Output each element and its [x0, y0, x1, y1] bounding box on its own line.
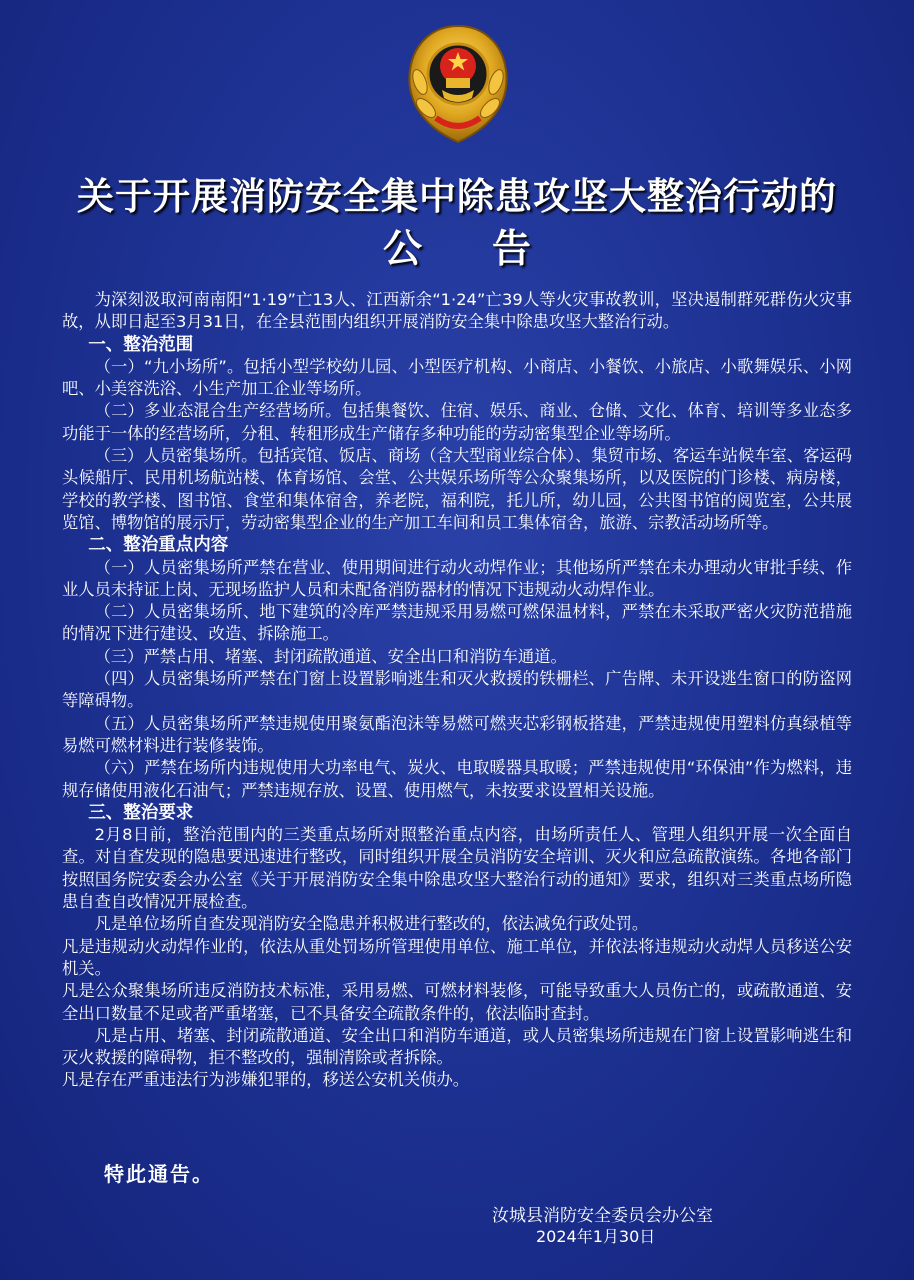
requirement-paragraph: 凡是存在严重违法行为涉嫌犯罪的，移送公安机关侦办。: [62, 1070, 470, 1090]
issuing-organization: 汝城县消防安全委员会办公室: [492, 1206, 713, 1226]
requirement-paragraph: 凡是公众聚集场所违反消防技术标准，采用易燃、可燃材料装修，可能导致重大人员伤亡的，或疏散通道、安全出口数量不足或者严重堵塞，已不具备安全疏散条件的，依法临时查封。: [62, 981, 852, 1023]
requirement-paragraph: 2月8日前，整治范围内的三类重点场所对照整治重点内容，由场所责任人、管理人组织开展一次全面自查。对自查发现的隐患要迅速进行整改，同时组织开展全员消防安全培训、灭火和应急疏散演练。各地各部门按照国务院安委会办公室《关于开展消防安全集中除患攻坚大整治行动的通知》要求，组织对三类重点场所隐患自查自改情况开展检查。: [62, 825, 852, 912]
issue-date: 2024年1月30日: [536, 1227, 656, 1246]
fire-rescue-emblem: [402, 22, 514, 146]
list-item: （三）严禁占用、堵塞、封闭疏散通道、安全出口和消防车通道。: [94, 646, 567, 666]
section-heading: 三、整治要求: [88, 802, 194, 823]
list-item: （一）“九小场所”。包括小型学校幼儿园、小型医疗机构、小商店、小餐饮、小旅店、小歌舞娱乐、小网吧、小美容洗浴、小生产加工企业等场所。: [62, 356, 852, 399]
list-item: （二）多业态混合生产经营场所。包括集餐饮、住宿、娱乐、商业、仓储、文化、体育、培训等多业态多功能于一体的经营场所，分租、转租形成生产储存多种功能的劳动密集型企业等场所。: [62, 401, 852, 443]
notice-title-line2: 公告: [382, 226, 601, 272]
notice-title-line1: 关于开展消防安全集中除患攻坚大整治行动的: [77, 174, 837, 218]
list-item: （三）人员密集场所。包括宾馆、饭店、商场（含大型商业综合体）、集贸市场、客运车站候车室、客运码头候船厅、民用机场航站楼、体育场馆、会堂、公共娱乐场所等公众聚集场所，以及医院的门诊楼、病房楼，学校的教学楼、图书馆、食堂和集体宿舍，养老院，福利院，托儿所，幼儿园，公共图书馆的阅览室，公共展览馆、博物馆的展示厅，劳动密集型企业的生产加工车间和员工集体宿舍，旅游、宗教活动场所等。: [62, 446, 852, 532]
requirement-paragraph: 凡是占用、堵塞、封闭疏散通道、安全出口和消防车通道，或人员密集场所违规在门窗上设置影响逃生和灭火救援的障碍物，拒不整改的，强制清除或者拆除。: [62, 1025, 852, 1068]
closing-statement: 特此通告。: [104, 1162, 214, 1186]
intro-paragraph: 为深刻汲取河南南阳“1·19”亡13人、江西新余“1·24”亡39人等火灾事故教训，坚决遏制群死群伤火灾事故，从即日起至3月31日，在全县范围内组织开展消防安全集中除患攻坚大整治行动。: [62, 290, 852, 332]
section-heading: 一、整治范围: [88, 334, 194, 355]
list-item: （五）人员密集场所严禁违规使用聚氨酯泡沫等易燃可燃夹芯彩钢板搭建，严禁违规使用塑料仿真绿植等易燃可燃材料进行装修装饰。: [62, 713, 852, 755]
requirement-paragraph: 凡是违规动火动焊作业的，依法从重处罚场所管理使用单位、施工单位，并依法将违规动火动焊人员移送公安机关。: [62, 936, 852, 978]
list-item: （六）严禁在场所内违规使用大功率电气、炭火、电取暖器具取暖；严禁违规使用“环保油”作为燃料，违规存储使用液化石油气；严禁违规存放、设置、使用燃气，未按要求设置相关设施。: [62, 758, 852, 800]
section-heading: 二、整治重点内容: [88, 535, 229, 556]
notice-body: [62, 289, 852, 1092]
list-item: （四）人员密集场所严禁在门窗上设置影响逃生和灭火救援的铁栅栏、广告牌、未开设逃生窗口的防盗网等障碍物。: [62, 669, 852, 711]
list-item: （二）人员密集场所、地下建筑的冷库严禁违规采用易燃可燃保温材料，严禁在未采取严密火灾防范措施的情况下进行建设、改造、拆除施工。: [62, 602, 852, 644]
list-item: （一）人员密集场所严禁在营业、使用期间进行动火动焊作业；其他场所严禁在未办理动火审批手续、作业人员未持证上岗、无现场监护人员和未配备消防器材的情况下违规动火动焊作业。: [62, 557, 852, 599]
requirement-paragraph: 凡是单位场所自查发现消防安全隐患并积极进行整改的，依法减免行政处罚。: [94, 914, 649, 934]
